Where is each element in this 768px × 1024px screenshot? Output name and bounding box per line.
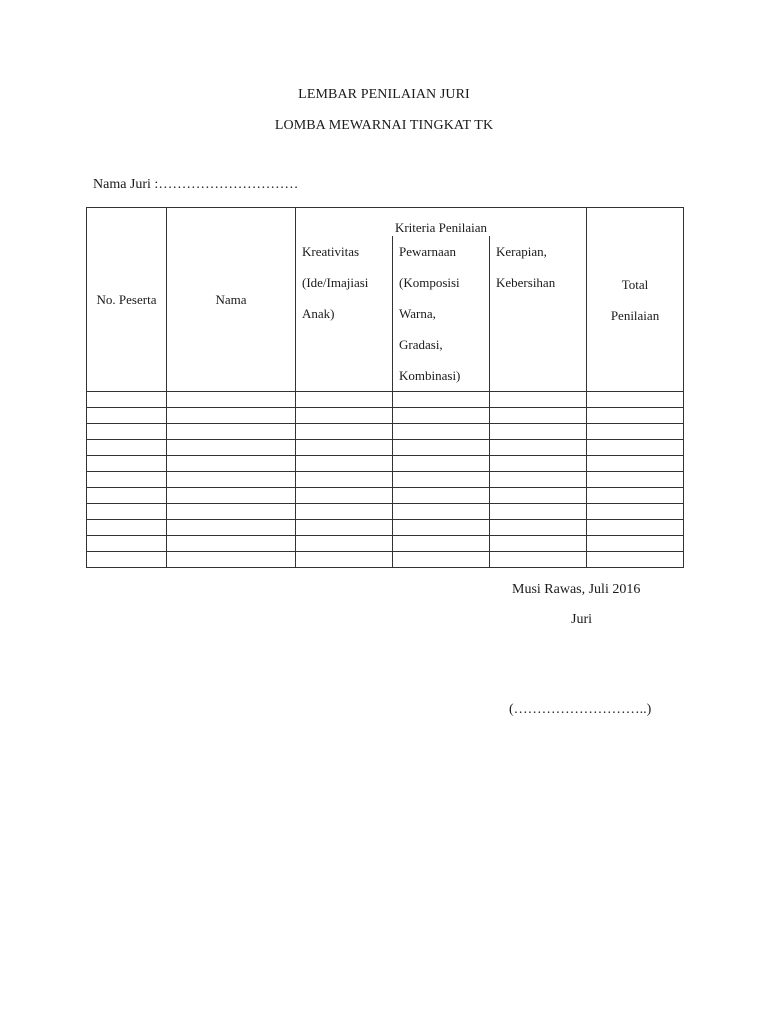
criteria-kerapian	[490, 236, 587, 392]
table-cell	[393, 472, 490, 488]
table-cell	[393, 440, 490, 456]
criteria-kreativitas-line: Kreativitas	[302, 244, 360, 259]
table-row	[87, 440, 684, 456]
table-row	[87, 552, 684, 568]
document-title: LEMBAR PENILAIAN JURI	[298, 87, 470, 102]
table-cell	[167, 520, 296, 536]
table-cell	[87, 536, 167, 552]
table-cell	[490, 552, 587, 568]
header-total-line1: Total	[621, 276, 649, 292]
table-cell	[296, 424, 393, 440]
table-cell	[490, 440, 587, 456]
table-cell	[87, 552, 167, 568]
table-cell	[393, 392, 490, 408]
criteria-pewarnaan-line: (Komposisi	[399, 275, 460, 290]
table-cell	[393, 536, 490, 552]
header-criteria-label: Kriteria Penilaian	[394, 220, 488, 235]
table-cell	[587, 552, 684, 568]
table-cell	[167, 472, 296, 488]
table-cell	[87, 440, 167, 456]
table-row	[87, 520, 684, 536]
table-cell	[490, 392, 587, 408]
table-cell	[490, 488, 587, 504]
header-nama-label: Nama	[215, 291, 247, 307]
table-cell	[587, 392, 684, 408]
judge-name-field: Nama Juri :…………………………	[93, 177, 299, 192]
table-row	[87, 472, 684, 488]
table-cell	[490, 472, 587, 488]
table-cell	[587, 424, 684, 440]
table-cell	[490, 536, 587, 552]
table-row	[87, 536, 684, 552]
table-cell	[393, 424, 490, 440]
table-cell	[393, 488, 490, 504]
header-criteria	[296, 208, 587, 237]
header-nama	[167, 208, 296, 392]
table-cell	[296, 472, 393, 488]
table-cell	[296, 552, 393, 568]
table-cell	[87, 424, 167, 440]
table-cell	[587, 504, 684, 520]
table-cell	[393, 504, 490, 520]
table-cell	[167, 440, 296, 456]
criteria-pewarnaan-line: Gradasi,	[399, 337, 443, 352]
table-cell	[393, 520, 490, 536]
criteria-kreativitas-line: (Ide/Imajiasi	[302, 275, 369, 290]
table-cell	[296, 440, 393, 456]
table-cell	[490, 424, 587, 440]
table-row	[87, 424, 684, 440]
table-cell	[87, 456, 167, 472]
table-cell	[167, 488, 296, 504]
table-cell	[167, 536, 296, 552]
signature-place-date: Musi Rawas, Juli 2016	[512, 582, 641, 597]
table-cell	[167, 392, 296, 408]
scoring-table	[86, 207, 684, 568]
table-cell	[296, 536, 393, 552]
signature-line: (………………………..)	[509, 702, 652, 717]
criteria-kerapian-line: Kerapian,	[496, 244, 547, 259]
signature-role: Juri	[571, 612, 592, 627]
table-row	[87, 504, 684, 520]
table-cell	[393, 552, 490, 568]
table-cell	[167, 456, 296, 472]
table-cell	[167, 424, 296, 440]
table-cell	[587, 520, 684, 536]
criteria-pewarnaan	[393, 236, 490, 392]
table-row	[87, 488, 684, 504]
table-cell	[296, 392, 393, 408]
table-row	[87, 392, 684, 408]
table-cell	[87, 504, 167, 520]
table-cell	[296, 456, 393, 472]
table-cell	[587, 488, 684, 504]
table-cell	[490, 504, 587, 520]
table-row	[87, 456, 684, 472]
table-cell	[167, 408, 296, 424]
header-total-line2: Penilaian	[610, 307, 660, 323]
criteria-kreativitas	[296, 236, 393, 392]
criteria-pewarnaan-line: Pewarnaan	[399, 244, 457, 259]
table-cell	[296, 408, 393, 424]
table-cell	[587, 440, 684, 456]
table-cell	[167, 504, 296, 520]
table-cell	[393, 408, 490, 424]
header-no-peserta-label: No. Peserta	[96, 291, 157, 307]
criteria-kerapian-line: Kebersihan	[496, 275, 556, 290]
table-cell	[587, 408, 684, 424]
table-cell	[490, 408, 587, 424]
table-cell	[296, 504, 393, 520]
table-cell	[87, 488, 167, 504]
table-cell	[490, 456, 587, 472]
table-cell	[296, 520, 393, 536]
table-cell	[296, 488, 393, 504]
criteria-kreativitas-line: Anak)	[302, 306, 335, 321]
criteria-pewarnaan-line: Kombinasi)	[399, 368, 461, 383]
table-cell	[87, 472, 167, 488]
table-cell	[587, 536, 684, 552]
document-subtitle: LOMBA MEWARNAI TINGKAT TK	[274, 118, 494, 133]
table-cell	[87, 520, 167, 536]
table-cell	[167, 552, 296, 568]
table-cell	[87, 408, 167, 424]
table-cell	[393, 456, 490, 472]
table-row	[87, 408, 684, 424]
criteria-pewarnaan-line: Warna,	[399, 306, 436, 321]
table-cell	[490, 520, 587, 536]
table-cell	[587, 472, 684, 488]
table-cell	[587, 456, 684, 472]
header-no-peserta	[87, 208, 167, 392]
table-cell	[87, 392, 167, 408]
header-total	[587, 208, 684, 392]
